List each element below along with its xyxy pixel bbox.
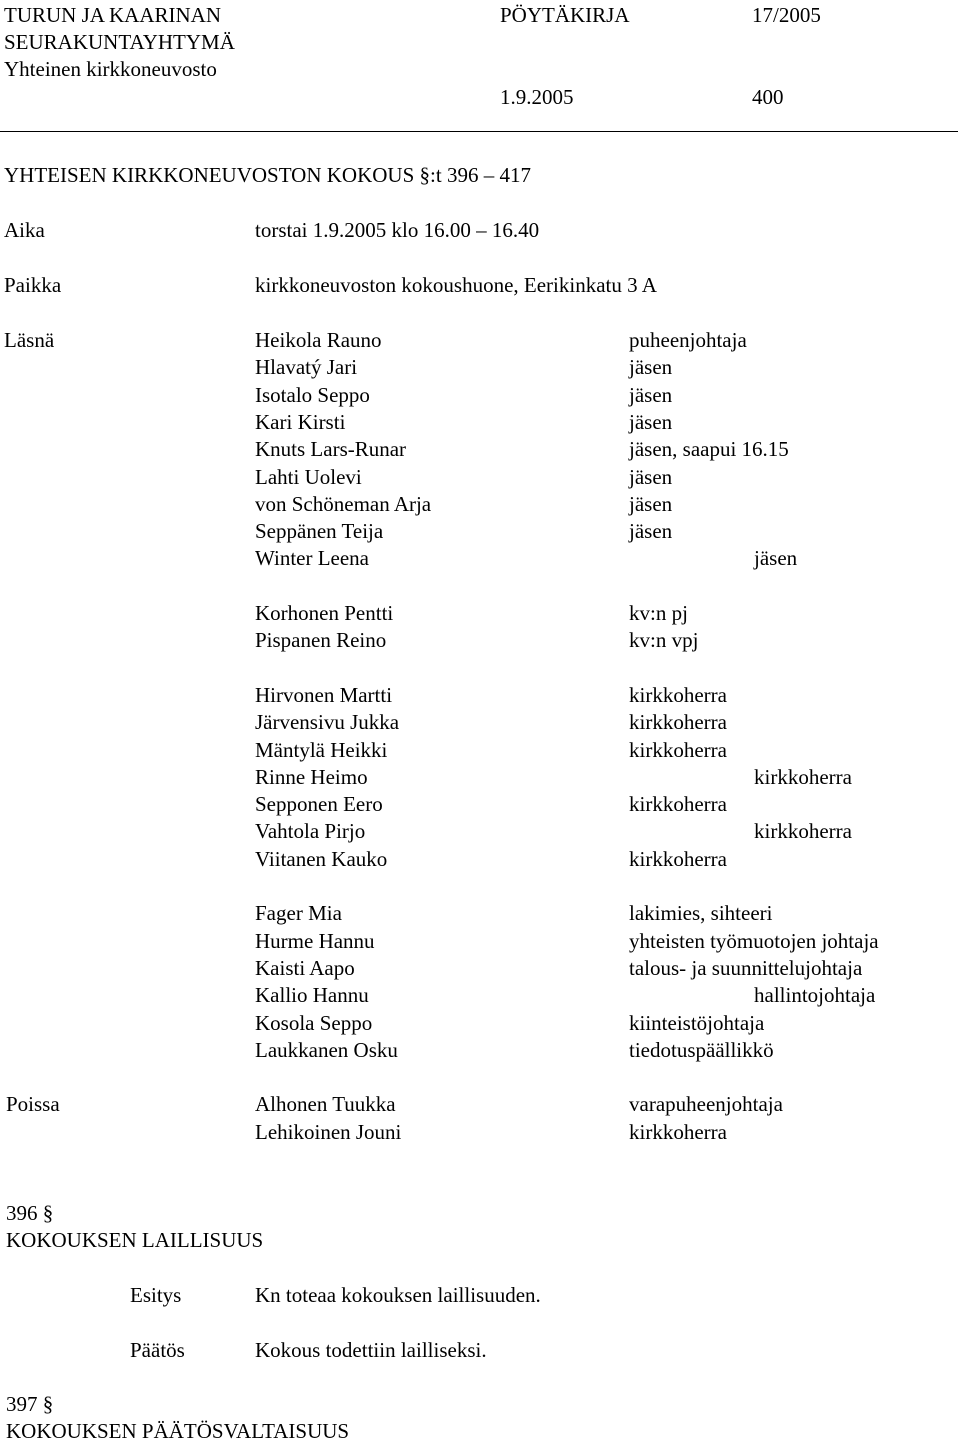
attendee-row	[0, 1119, 960, 1146]
attendee-role: kirkkoherra	[629, 792, 727, 817]
attendee-role: jäsen, saapui 16.15	[629, 437, 789, 462]
attendee-name: Laukkanen Osku	[255, 1037, 398, 1062]
attendee-role: jäsen	[629, 464, 673, 489]
attendee-name: Kaisti Aapo	[255, 955, 355, 980]
attendee-name: Lehikoinen Jouni	[255, 1119, 402, 1144]
attendee-row	[0, 846, 960, 873]
attendee-name: Hirvonen Martti	[255, 682, 393, 707]
attendee-role: talous- ja suunnittelujohtaja	[629, 955, 863, 980]
document-type: PÖYTÄKIRJA	[500, 3, 630, 27]
attendee-role: kiinteistöjohtaja	[629, 1010, 765, 1035]
attendee-row	[0, 600, 960, 627]
attendee-name: Hlavatý Jari	[255, 355, 358, 380]
attendee-row	[0, 709, 960, 736]
attendee-name: Heikola Rauno	[255, 328, 382, 352]
attendee-row	[0, 627, 960, 654]
document-date: 1.9.2005	[500, 85, 574, 109]
attendee-name: Korhonen Pentti	[255, 601, 394, 625]
attendee-name: Kallio Hannu	[255, 983, 369, 1008]
section-396-number: 396 §	[6, 1201, 54, 1225]
attendee-name: Lahti Uolevi	[255, 464, 362, 489]
attendee-row	[0, 464, 960, 491]
attendee-role: jäsen	[629, 382, 673, 407]
proposal-label: Esitys	[130, 1283, 182, 1307]
attendee-name: Alhonen Tuukka	[255, 1092, 396, 1117]
attendee-name: von Schöneman Arja	[255, 491, 432, 516]
org-name-line1: TURUN JA KAARINAN	[4, 3, 222, 27]
attendee-role: kirkkoherra	[629, 1119, 727, 1144]
attendee-role: lakimies, sihteeri	[629, 901, 773, 926]
time-value: torstai 1.9.2005 klo 16.00 – 16.40	[255, 218, 540, 242]
attendee-row	[0, 928, 960, 955]
attendee-row	[0, 982, 960, 1009]
attendee-role: kirkkoherra	[629, 682, 727, 707]
attendee-name: Sepponen Eero	[255, 792, 383, 817]
attendee-role: jäsen	[629, 409, 673, 434]
attendee-role: jäsen	[754, 546, 798, 571]
attendee-role: kirkkoherra	[629, 846, 727, 871]
attendee-name: Kosola Seppo	[255, 1010, 373, 1035]
attendee-row	[0, 1037, 960, 1064]
attendee-name: Kari Kirsti	[255, 409, 346, 434]
attendee-name: Rinne Heimo	[255, 764, 368, 789]
attendee-row	[0, 491, 960, 518]
attendee-row	[0, 791, 960, 818]
attendee-role: kv:n pj	[629, 601, 688, 625]
document-number: 17/2005	[752, 3, 821, 27]
attendee-row	[0, 409, 960, 436]
attendance-label: Läsnä	[4, 328, 55, 352]
org-name-line2: SEURAKUNTAYHTYMÄ	[4, 30, 235, 54]
attendee-role: jäsen	[629, 491, 673, 516]
place-value: kirkkoneuvoston kokoushuone, Eerikinkatu 3 A	[255, 273, 657, 297]
attendee-role: kirkkoherra	[754, 819, 852, 844]
attendee-row	[0, 354, 960, 381]
attendee-role: puheenjohtaja	[629, 328, 747, 352]
attendee-row	[0, 818, 960, 845]
attendee-row	[0, 955, 960, 982]
attendee-role: kv:n vpj	[629, 628, 699, 653]
time-label: Aika	[4, 218, 45, 242]
attendee-role: kirkkoherra	[754, 764, 852, 789]
page-number: 400	[752, 85, 784, 109]
attendee-name: Viitanen Kauko	[255, 846, 388, 871]
attendee-role: yhteisten työmuotojen johtaja	[629, 928, 879, 953]
attendee-name: Isotalo Seppo	[255, 382, 370, 407]
attendance-label: Poissa	[6, 1092, 60, 1117]
section-397-number: 397 §	[6, 1392, 54, 1416]
attendee-name: Hurme Hannu	[255, 928, 375, 953]
attendee-name: Vahtola Pirjo	[255, 819, 366, 844]
attendee-name: Mäntylä Heikki	[255, 737, 388, 762]
section-396-heading: KOKOUKSEN LAILLISUUS	[6, 1228, 264, 1252]
proposal-text: Kn toteaa kokouksen laillisuuden.	[255, 1283, 541, 1307]
attendee-name: Seppänen Teija	[255, 519, 384, 544]
attendee-row	[0, 1010, 960, 1037]
place-label: Paikka	[4, 273, 62, 297]
attendee-row	[0, 327, 960, 354]
header-divider	[0, 131, 958, 132]
attendee-row	[0, 764, 960, 791]
attendee-name: Pispanen Reino	[255, 628, 387, 653]
attendee-row	[0, 1091, 960, 1118]
attendee-row	[0, 545, 960, 572]
attendee-role: tiedotuspäällikkö	[629, 1037, 774, 1062]
attendee-name: Winter Leena	[255, 546, 370, 571]
section-397-heading: KOKOUKSEN PÄÄTÖSVALTAISUUS	[6, 1419, 350, 1443]
attendee-row	[0, 436, 960, 463]
attendee-row	[0, 518, 960, 545]
meeting-title: YHTEISEN KIRKKONEUVOSTON KOKOUS §:t 396 – 417	[4, 163, 531, 187]
attendee-name: Knuts Lars-Runar	[255, 437, 407, 462]
attendee-role: hallintojohtaja	[754, 983, 876, 1008]
attendee-role: jäsen	[629, 355, 673, 380]
attendee-row	[0, 382, 960, 409]
attendee-role: jäsen	[629, 519, 673, 544]
attendee-role: kirkkoherra	[629, 710, 727, 735]
attendee-name: Järvensivu Jukka	[255, 710, 400, 735]
attendee-row	[0, 737, 960, 764]
attendee-role: varapuheenjohtaja	[629, 1092, 783, 1117]
attendee-role: kirkkoherra	[629, 737, 727, 762]
attendee-row	[0, 900, 960, 927]
decision-label: Päätös	[130, 1338, 185, 1362]
attendee-name: Fager Mia	[255, 901, 342, 926]
org-name-line3: Yhteinen kirkkoneuvosto	[4, 57, 217, 81]
attendee-row	[0, 682, 960, 709]
decision-text: Kokous todettiin lailliseksi.	[255, 1338, 487, 1362]
